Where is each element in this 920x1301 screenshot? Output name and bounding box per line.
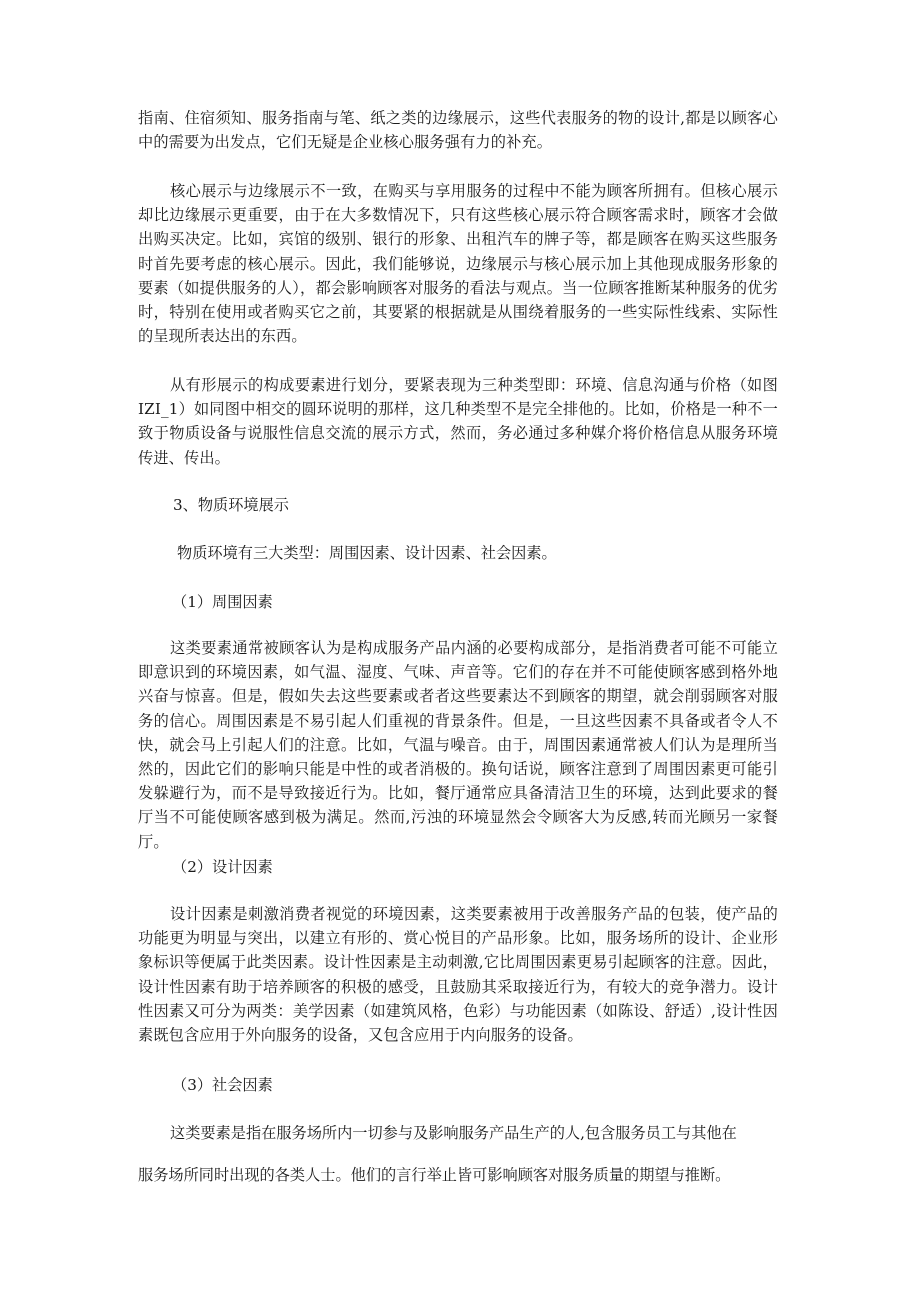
paragraph-social-factors-line1: 这类要素是指在服务场所内一切参与及影响服务产品生产的人,包含服务员工与其他在 xyxy=(170,1124,737,1142)
paragraph-environment-types: 物质环境有三大类型：周围因素、设计因素、社会因素。 xyxy=(177,544,557,562)
subheading-design-factors: （2）设计因素 xyxy=(172,858,273,876)
paragraph-design-factors: 设计因素是刺激消费者视觉的环境因素，这类要素被用于改善服务产品的包装，使产品的功能更为明显与突出，以建立有形的、赏心悦目的产品形象。比如，服务场所的设计、企业形象标识等便属于此类因素。设计性因素是主动刺激,它比周围因素更易引起顾客的注意。因此，设计性因素有助于培养顾客的积极的感受，且鼓励其采取接近行为，有较大的竞争潜力。设计性因素又可分为两类：美学因素（如建筑风格，色彩）与功能因素（如陈设、舒适）,设计性因素既包含应用于外向服务的设备，又包含应用于内向服务的设备。 xyxy=(138,905,778,1045)
subheading-ambient-factors: （1）周围因素 xyxy=(172,593,273,611)
paragraph-core-display: 核心展示与边缘展示不一致，在购买与享用服务的过程中不能为顾客所拥有。但核心展示却比边缘展示更重要，由于在大多数情况下，只有这些核心展示符合顾客需求时，顾客才会做出购买决定。比如，宾馆的级别、银行的形象、出租汽车的牌子等，都是顾客在购买这些服务时首先要考虑的核心展示。因此，我们能够说，边缘展示与核心展示加上其他现成服务形象的要素（如提供服务的人），都会影响顾客对服务的看法与观点。当一位顾客推断某种服务的优劣时，特别在使用或者购买它之前，其要紧的根据就是从围绕着服务的一些实际性线索、实际性的呈现所表达出的东西。 xyxy=(138,182,778,346)
paragraph-social-factors-line2: 服务场所同时出现的各类人士。他们的言行举止皆可影响顾客对服务质量的期望与推断。 xyxy=(138,1166,731,1184)
subheading-social-factors: （3）社会因素 xyxy=(172,1076,273,1094)
paragraph-ambient-factors: 这类要素通常被顾客认为是构成服务产品内涵的必要构成部分，是指消费者可能不可能立即意识到的环境因素，如气温、湿度、气味、声音等。它们的存在并不可能使顾客感到格外地兴奋与惊喜。但是，假如失去这些要素或者者这些要素达不到顾客的期望，就会削弱顾客对服务的信心。周围因素是不易引起人们重视的背景条件。但是，一旦这些因素不具备或者令人不快，就会马上引起人们的注意。比如，气温与噪音。由于，周围因素通常被人们认为是理所当然的，因此它们的影响只能是中性的或者消极的。换句话说，顾客注意到了周围因素更可能引发躲避行为，而不是导致接近行为。比如，餐厅通常应具备清洁卫生的环境，达到此要求的餐厅当不可能使顾客感到极为满足。然而,污浊的环境显然会令顾客大为反感,转而光顾另一家餐厅。 xyxy=(138,639,778,851)
paragraph-edge-display-continued: 指南、住宿须知、服务指南与笔、纸之类的边缘展示，这些代表服务的物的设计,都是以顾客心中的需要为出发点，它们无疑是企业核心服务强有力的补充。 xyxy=(138,109,778,152)
paragraph-display-elements: 从有形展示的构成要素进行划分，要紧表现为三种类型即：环境、信息沟通与价格（如图IZI_1）如同图中相交的圆环说明的那样，这几种类型不是完全排他的。比如，价格是一种不一致于物质设备与说服性信息交流的展示方式，然而，务必通过多种媒介将价格信息从服务环境传进、传出。 xyxy=(138,376,778,467)
section-heading-physical-environment: 3、物质环境展示 xyxy=(173,496,289,514)
